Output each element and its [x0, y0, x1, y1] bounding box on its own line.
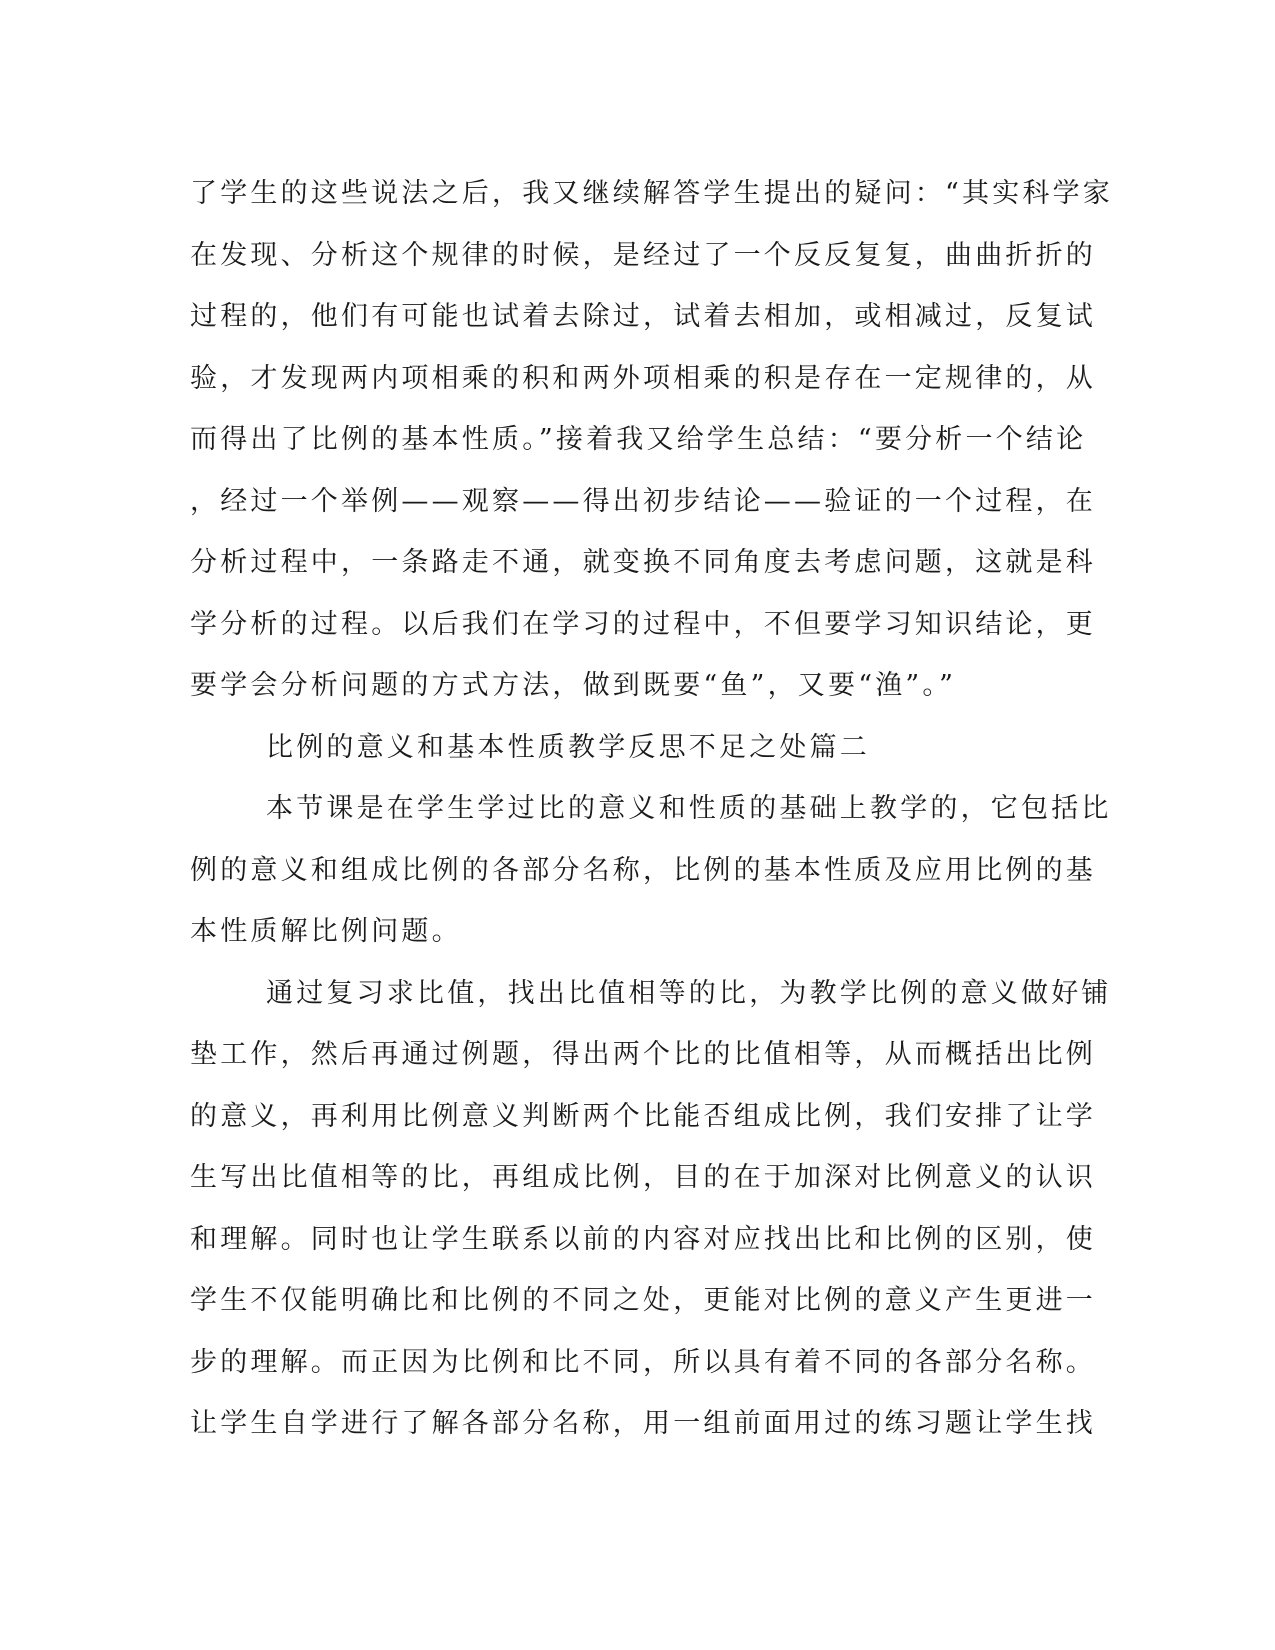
text-line: 验，才发现两内项相乘的积和两外项相乘的积是存在一定规律的，从: [190, 362, 1096, 394]
text-line: 学分析的过程。以后我们在学习的过程中，不但要学习知识结论，更: [190, 608, 1096, 640]
paragraph-start-line: 本节课是在学生学过比的意义和性质的基础上教学的，它包括比: [266, 793, 1112, 824]
text-line: 而得出了比例的基本性质。”接着我又给学生总结：“要分析一个结论: [190, 424, 1087, 455]
text-line: 步的理解。而正因为比例和比不同，所以具有着不同的各部分名称。: [190, 1346, 1096, 1378]
text-line: 学生不仅能明确比和比例的不同之处，更能对比例的意义产生更进一: [190, 1285, 1096, 1316]
document-body: [190, 163, 1114, 1455]
text-line: 了学生的这些说法之后，我又继续解答学生提出的疑问：“其实科学家: [190, 178, 1114, 209]
text-line: 本性质解比例问题。: [190, 916, 462, 947]
text-line: 在发现、分析这个规律的时候，是经过了一个反反复复，曲曲折折的: [190, 239, 1096, 271]
text-line: 分析过程中，一条路走不通，就变换不同角度去考虑问题，这就是科: [190, 547, 1096, 578]
paragraph-start-line: 通过复习求比值，找出比值相等的比，为教学比例的意义做好铺: [266, 977, 1112, 1009]
text-line: ，经过一个举例——观察——得出初步结论——验证的一个过程，在: [190, 485, 1096, 517]
text-line: 要学会分析问题的方式方法，做到既要“鱼”，又要“渔”。”: [190, 670, 957, 701]
text-line: 和理解。同时也让学生联系以前的内容对应找出比和比例的区别，使: [190, 1223, 1096, 1255]
text-line: 例的意义和组成比例的各部分名称，比例的基本性质及应用比例的基: [190, 854, 1096, 886]
text-line: 让学生自学进行了解各部分名称，用一组前面用过的练习题让学生找: [190, 1408, 1096, 1439]
text-line: 垫工作，然后再通过例题，得出两个比的比值相等，从而概括出比例: [190, 1039, 1096, 1070]
text-line: 的意义，再利用比例意义判断两个比能否组成比例，我们安排了让学: [190, 1100, 1096, 1132]
text-line: 过程的，他们有可能也试着去除过，试着去相加，或相减过，反复试: [190, 301, 1096, 332]
text-line: 生写出比值相等的比，再组成比例，目的在于加深对比例意义的认识: [190, 1162, 1096, 1193]
section-heading: 比例的意义和基本性质教学反思不足之处篇二: [266, 731, 870, 763]
